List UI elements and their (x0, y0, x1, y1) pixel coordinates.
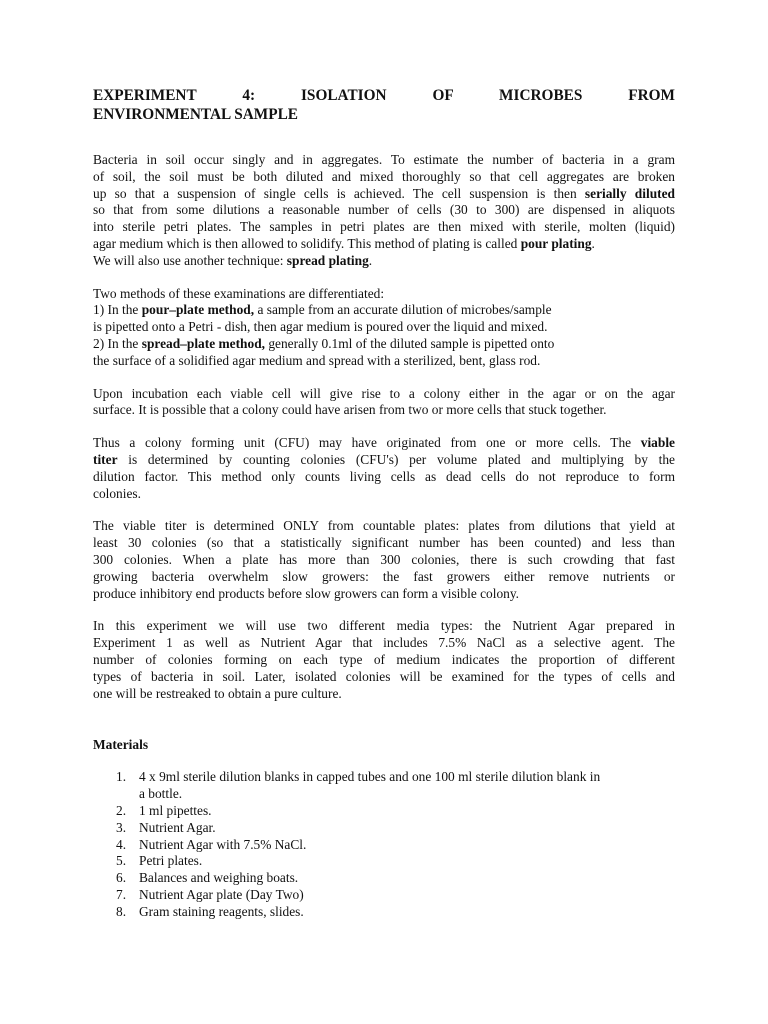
list-item (93, 870, 675, 887)
list-item-text: Nutrient Agar plate (Day Two) (139, 886, 304, 902)
bold-term: spread–plate method, (141, 335, 265, 351)
bold-term: titer (93, 451, 118, 467)
text-fragment: . (368, 252, 373, 268)
list-number: 2. (116, 802, 127, 818)
list-item-text: 4 x 9ml sterile dilution blanks in capped tubes and one 100 ml sterile dilution blank in (139, 769, 601, 785)
text-line: number of colonies forming on each type of medium indicates the proportion of different (93, 651, 675, 667)
text-fragment: We will also use another technique: (93, 252, 284, 268)
list-number: 5. (116, 853, 127, 869)
document-body (93, 86, 675, 920)
list-item (93, 887, 675, 904)
text-line: colonies. (93, 485, 141, 501)
text-line (93, 253, 675, 270)
bold-term: pour–plate method, (141, 302, 255, 318)
materials-list (93, 769, 675, 920)
list-number: 4. (116, 836, 127, 852)
paragraph-viable-titer (93, 518, 675, 602)
text-line: the surface of a solidified agar medium and spread with a sterilized, bent, glass rod. (93, 352, 541, 368)
text-line: Bacteria in soil occur singly and in aggregates. To estimate the number of bacteria in a gram (93, 152, 675, 167)
text-fragment: 1) In the (93, 302, 139, 318)
text-line (93, 435, 675, 452)
list-item (93, 904, 675, 921)
text-line: of soil, the soil must be both diluted and mixed thoroughly so that cell aggregates are broken (93, 168, 675, 184)
list-item-text: Nutrient Agar with 7.5% NaCl. (139, 836, 307, 852)
text-line (93, 452, 675, 469)
paragraph-methods (93, 286, 675, 370)
list-item-text: Balances and weighing boats. (139, 870, 299, 886)
text-line: Two methods of these examinations are differentiated: (93, 285, 385, 301)
text-line (93, 186, 675, 203)
paragraph-media-types (93, 618, 675, 702)
paragraph-cfu (93, 435, 675, 502)
text-line: one will be restreaked to obtain a pure culture. (93, 685, 342, 701)
list-number: 3. (116, 819, 127, 835)
title-line-2: ENVIRONMENTAL SAMPLE (93, 106, 298, 123)
text-line (93, 236, 675, 253)
text-line: least 30 colonies (so that a statistically significant number has been counted) and less than (93, 535, 675, 551)
bold-term: spread plating (286, 252, 369, 268)
list-item (93, 853, 675, 870)
list-number: 1. (116, 769, 127, 785)
list-item-text: Nutrient Agar. (139, 819, 216, 835)
list-item (93, 837, 675, 854)
text-line: Upon incubation each viable cell will give rise to a colony either in the agar or on the agar (93, 385, 675, 401)
list-item (93, 769, 675, 803)
text-line: is pipetted onto a Petri - dish, then agar medium is poured over the liquid and mixed. (93, 319, 548, 335)
paragraph-incubation (93, 386, 675, 420)
list-number: 7. (116, 886, 127, 902)
list-number: 6. (116, 870, 127, 886)
text-fragment: up so that a suspension of single cells is achieved. The cell suspension is then (93, 185, 577, 201)
text-line: dilution factor. This method only counts living cells as dead cells do not reproduce to form (93, 468, 675, 484)
text-line: 300 colonies. When a plate has more than 300 colonies, there is such crowding that fast (93, 551, 675, 567)
materials-heading: Materials (93, 737, 149, 753)
text-line: so that from some dilutions a reasonable number of cells (30 to 300) are dispensed in aliquots (93, 202, 675, 218)
text-line: The viable titer is determined ONLY from countable plates: plates from dilutions that yield at (93, 518, 675, 534)
text-line: growing bacteria overwhelm slow growers: the fast growers either remove nutrients or (93, 568, 675, 584)
title-line-1: EXPERIMENT 4: ISOLATION OF MICROBES FROM (93, 87, 675, 104)
list-number: 8. (116, 903, 127, 919)
list-item-text: a bottle. (139, 786, 183, 802)
text-fragment: generally 0.1ml of the diluted sample is pipetted onto (268, 335, 555, 351)
text-line: In this experiment we will use two different media types: the Nutrient Agar prepared in (93, 618, 675, 634)
bold-term: pour plating (520, 235, 592, 251)
text-fragment: . (591, 235, 595, 251)
list-item-text: Petri plates. (139, 853, 203, 869)
paragraph-soil-bacteria (93, 152, 675, 270)
text-fragment: 2) In the (93, 335, 139, 351)
text-fragment: agar medium which is then allowed to solidify. This method of plating is called (93, 235, 518, 251)
text-line: types of bacteria in soil. Later, isolated colonies will be examined for the types of cells and (93, 668, 675, 684)
text-line: produce inhibitory end products before slow growers can form a visible colony. (93, 585, 520, 601)
text-line: surface. It is possible that a colony could have arisen from two or more cells that stuck together. (93, 402, 607, 418)
text-line: into sterile petri plates. The samples in petri plates are then mixed with sterile, molten (liquid) (93, 219, 675, 235)
text-line (93, 336, 675, 353)
list-item-text: Gram staining reagents, slides. (139, 903, 304, 919)
list-item (93, 820, 675, 837)
bold-term: viable (640, 435, 675, 451)
list-item-text: 1 ml pipettes. (139, 802, 212, 818)
page-title (93, 86, 675, 124)
text-line: Experiment 1 as well as Nutrient Agar that includes 7.5% NaCl as a selective agent. The (93, 635, 675, 651)
bold-term: serially diluted (584, 185, 675, 201)
text-fragment: is determined by counting colonies (CFU's) per volume plated and multiplying by the (128, 451, 675, 467)
list-item (93, 803, 675, 820)
text-fragment: Thus a colony forming unit (CFU) may have originated from one or more cells. The (93, 435, 632, 451)
text-fragment: a sample from an accurate dilution of microbes/sample (257, 302, 552, 318)
text-line (93, 302, 675, 319)
